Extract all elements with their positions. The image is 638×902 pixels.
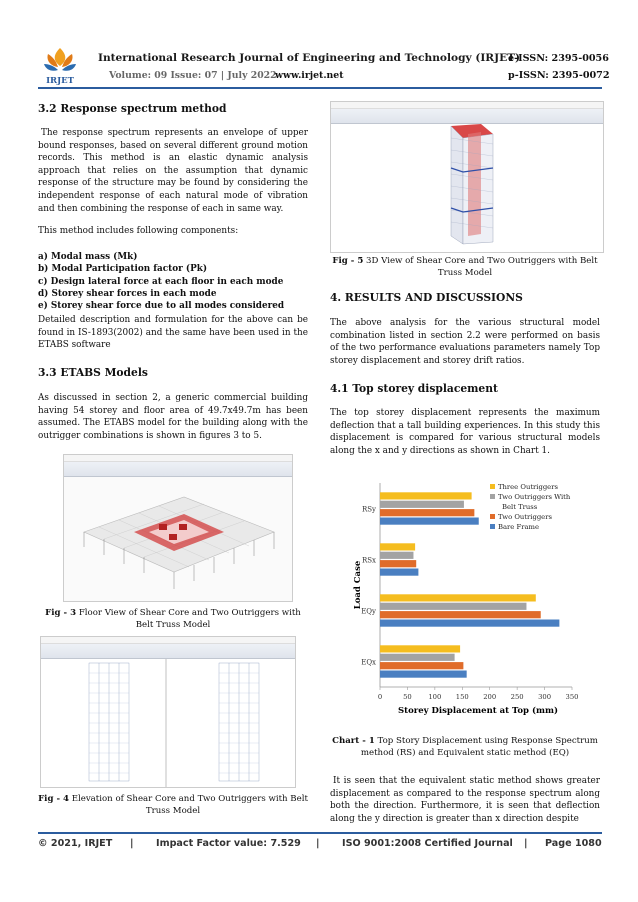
footer-separator: |	[130, 838, 134, 849]
formulation-paragraph: Detailed description and formulation for the above can be found in IS-1893(2002) and the same have been used in the ETABS software	[38, 315, 308, 351]
bar-eqx-0	[380, 671, 467, 678]
x-tick-label: 200	[483, 693, 497, 701]
footer-copyright: © 2021, IRJET	[38, 838, 113, 849]
footer-rule	[38, 832, 602, 834]
final-paragraph: It is seen that the equivalent static method shows greater displacement as compared to the response spectrum along both the direction. Furthermore, it is seen that deflection along the y direction is greater than x direction despite	[330, 776, 600, 824]
section-3-3-paragraph: As discussed in section 2, a generic commercial building having 54 storey and floor area of 49.7x49.7m has been assumed. The ETABS model for the building along with the outrigger combinations is shown in figures 3 to 5.	[38, 393, 308, 441]
footer-separator: |	[524, 838, 528, 849]
bar-eqx-3	[380, 645, 460, 652]
legend-label: Two Outriggers With	[498, 493, 571, 501]
fig4-image	[40, 636, 296, 788]
y-tick-label: RSy	[361, 505, 376, 514]
volume-issue: Volume: 09 Issue: 07 | July 2022	[109, 70, 277, 81]
x-tick-label: 250	[510, 693, 524, 701]
bar-eqy-2	[380, 603, 526, 610]
bar-eqx-1	[380, 662, 463, 669]
x-tick-label: 50	[403, 693, 412, 701]
fig3-caption: Fig - 3 Floor View of Shear Core and Two Outriggers with Belt Truss Model	[45, 608, 301, 630]
bar-rsy-0	[380, 518, 479, 525]
legend-label: Three Outriggers	[498, 483, 558, 491]
bar-eqy-0	[380, 620, 559, 627]
irjet-logo	[38, 44, 82, 86]
chart1-caption: Chart - 1 Top Story Displacement using Response Spectrum method (RS) and Equivalent static method (EQ)	[332, 736, 598, 758]
chart-1	[350, 475, 582, 719]
list-item: c) Design lateral force at each floor in each mode	[38, 276, 284, 287]
list-item: b) Modal Participation factor (Pk)	[38, 264, 208, 275]
section-4-title: 4. RESULTS AND DISCUSSIONS	[330, 291, 523, 304]
legend-label: Belt Truss	[502, 503, 538, 511]
elevation-drawing	[41, 659, 295, 787]
chart-ylabel: Load Case	[353, 560, 363, 610]
components-intro: This method includes following components:	[38, 226, 239, 236]
footer-page-number: Page 1080	[545, 838, 602, 849]
section-4-1-paragraph: The top storey displacement represents the maximum deflection that a tall building experiences. In this study this displacement is compared for various structural models along the x and y directions as shown in Chart 1.	[330, 408, 600, 456]
footer-impact-factor: Impact Factor value: 7.529	[156, 838, 301, 849]
x-tick-label: 0	[377, 693, 383, 701]
y-tick-label: RSx	[361, 556, 376, 565]
legend-label: Two Outriggers	[498, 513, 552, 521]
x-tick-label: 100	[428, 693, 442, 701]
bar-rsx-1	[380, 560, 416, 567]
list-item: a) Modal mass (Mk)	[38, 252, 138, 262]
fig4-caption: Fig - 4 Elevation of Shear Core and Two Outriggers with Belt Truss Model	[38, 794, 308, 816]
fig3-image	[63, 454, 293, 602]
x-tick-label: 300	[538, 693, 552, 701]
section-3-2-paragraph: The response spectrum represents an envelope of upper bound responses, based on several different ground motion records. This method is an elastic dynamic analysis approach that relies on the assumption that dynamic response of the structure may be found by considering the independent response of each natural mode of vibration and then combining the response of each in same way.	[38, 128, 308, 214]
logo-text: IRJET	[46, 76, 74, 86]
legend-swatch	[490, 494, 495, 499]
legend-swatch	[490, 524, 495, 529]
x-tick-label: 150	[455, 693, 469, 701]
footer-separator: |	[316, 838, 320, 849]
fig5-caption: Fig - 5 3D View of Shear Core and Two Outriggers with Belt Truss Model	[332, 256, 598, 278]
floor-plan-drawing	[64, 477, 292, 601]
legend-swatch	[490, 514, 495, 519]
x-tick-label: 350	[565, 693, 579, 701]
bar-rsy-3	[380, 492, 472, 499]
section-3-3-title: 3.3 ETABS Models	[38, 366, 148, 379]
bar-rsx-3	[380, 543, 415, 550]
section-3-2-title: 3.2 Response spectrum method	[38, 102, 227, 115]
bar-rsy-1	[380, 509, 474, 516]
bar-eqy-1	[380, 611, 541, 618]
legend-label: Bare Frame	[498, 523, 539, 531]
legend-swatch	[490, 484, 495, 489]
bar-eqx-2	[380, 654, 455, 661]
section-4-1-title: 4.1 Top storey displacement	[330, 382, 498, 395]
3d-view-drawing	[331, 124, 603, 252]
bar-rsx-0	[380, 569, 418, 576]
footer-iso: ISO 9001:2008 Certified Journal	[342, 838, 513, 849]
fig5-image	[330, 101, 604, 253]
y-tick-label: EQx	[361, 658, 376, 667]
bar-rsx-2	[380, 552, 413, 559]
journal-website: www.irjet.net	[275, 70, 344, 81]
bar-eqy-3	[380, 594, 536, 601]
pissn: p-ISSN: 2395-0072	[508, 70, 610, 81]
list-item: e) Storey shear force due to all modes considered	[38, 301, 285, 312]
chart-xlabel: Storey Displacement at Top (mm)	[398, 706, 558, 716]
list-item: d) Storey shear forces in each mode	[38, 288, 217, 299]
section-4-paragraph: The above analysis for the various structural model combination listed in section 2.2 were performed on basis of the two performance evaluations parameters namely Top storey displacement and storey drift ratios.	[330, 318, 600, 366]
components-list	[38, 251, 313, 312]
journal-title: International Research Journal of Engineering and Technology (IRJET)	[98, 52, 521, 64]
y-tick-label: EQy	[361, 607, 376, 616]
eissn: e-ISSN: 2395-0056	[508, 53, 609, 64]
bar-rsy-2	[380, 501, 464, 508]
header-rule	[38, 87, 602, 89]
